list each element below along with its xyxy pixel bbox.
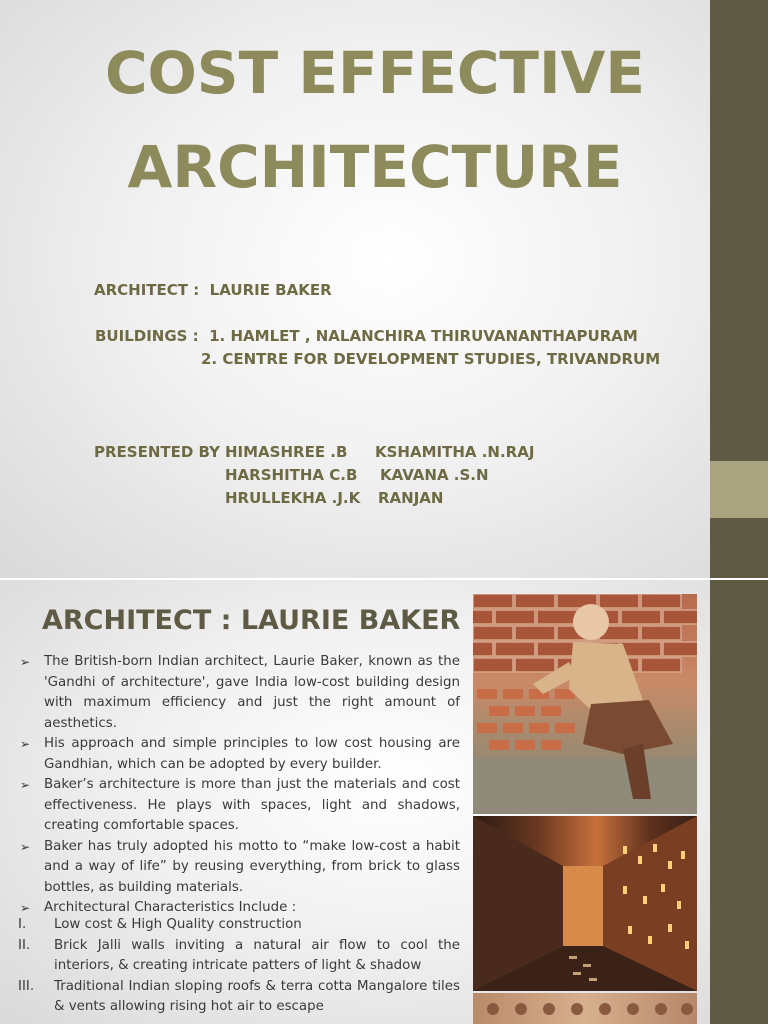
list-item [18,837,460,899]
buildings-line2: 2. CENTRE FOR DEVELOPMENT STUDIES, TRIVANDRUM [201,350,661,368]
presenter-name: RANJAN [378,489,444,507]
characteristic-text: Brick Jalli walls inviting a natural air flow to cool the interiors, & creating intricate patters of light & shadow [54,937,460,973]
list-item [18,977,460,1018]
slide-heading: ARCHITECT : LAURIE BAKER [42,605,461,636]
arrow-bullet-icon: ➢ [20,778,31,792]
presenter-name: HARSHITHA C.B [225,466,358,484]
presented-by-label: PRESENTED BY : [94,443,232,461]
presenter-name: KAVANA .S.N [380,466,489,484]
sidebar-accent [710,461,768,518]
characteristic-text: Traditional Indian sloping roofs & terra cotta Mangalore tiles & vents allowing rising hot air to escape [54,978,460,1014]
bullet-text: His approach and simple principles to low cost housing are Gandhian, which can be adopted by every builder. [44,736,460,772]
presenter-name: HIMASHREE .B [225,443,348,461]
architect-slide [0,580,710,1024]
roman-numeral: I. [18,917,27,932]
corridor-illustration [473,816,697,991]
bullet-text: Baker’s architecture is more than just the materials and cost effectiveness. He plays with spaces, light and shadows, creating comfortable spaces. [44,777,460,833]
building-detail-illustration [473,993,697,1024]
roman-numeral: III. [18,978,35,994]
slide-title-line2: ARCHITECTURE [127,133,623,201]
characteristic-text: Low cost & High Quality construction [54,917,302,932]
architect-photo-illustration [473,594,697,814]
list-item [18,936,460,977]
slide-title-line1: COST EFFECTIVE [104,39,646,107]
roman-numeral: II. [18,937,31,953]
buildings-line1: BUILDINGS : 1. HAMLET , NALANCHIRA THIRUVANANTHAPURAM [95,327,638,345]
building-detail-photo [473,993,697,1024]
slide-divider [710,578,768,580]
presenter-name: HRULLEKHA .J.K [225,489,361,507]
bullet-text: Baker has truly adopted his motto to “make low-cost a habit and a way of life” by reusing everything, from brick to glass bottles, as building materials. [44,838,460,895]
bullet-text: Architectural Characteristics Include : [44,900,297,915]
list-item [18,915,460,936]
characteristics-list [18,915,460,1018]
presenter-name: KSHAMITHA .N.RAJ [375,443,535,461]
arrow-bullet-icon: ➢ [20,901,31,915]
list-item [18,775,460,837]
architect-photo [473,594,697,814]
jalli-corridor-photo [473,816,697,991]
bullet-list [18,652,460,919]
arrow-bullet-icon: ➢ [20,737,31,751]
arrow-bullet-icon: ➢ [20,655,31,669]
list-item [18,734,460,775]
arrow-bullet-icon: ➢ [20,839,31,854]
list-item [18,652,460,734]
bullet-text: The British-born Indian architect, Laurie Baker, known as the 'Gandhi of architecture', gave India low-cost building design with maximum efficiency and just the right amount of aesthetics. [44,654,460,731]
architect-line: ARCHITECT : LAURIE BAKER [94,281,332,299]
